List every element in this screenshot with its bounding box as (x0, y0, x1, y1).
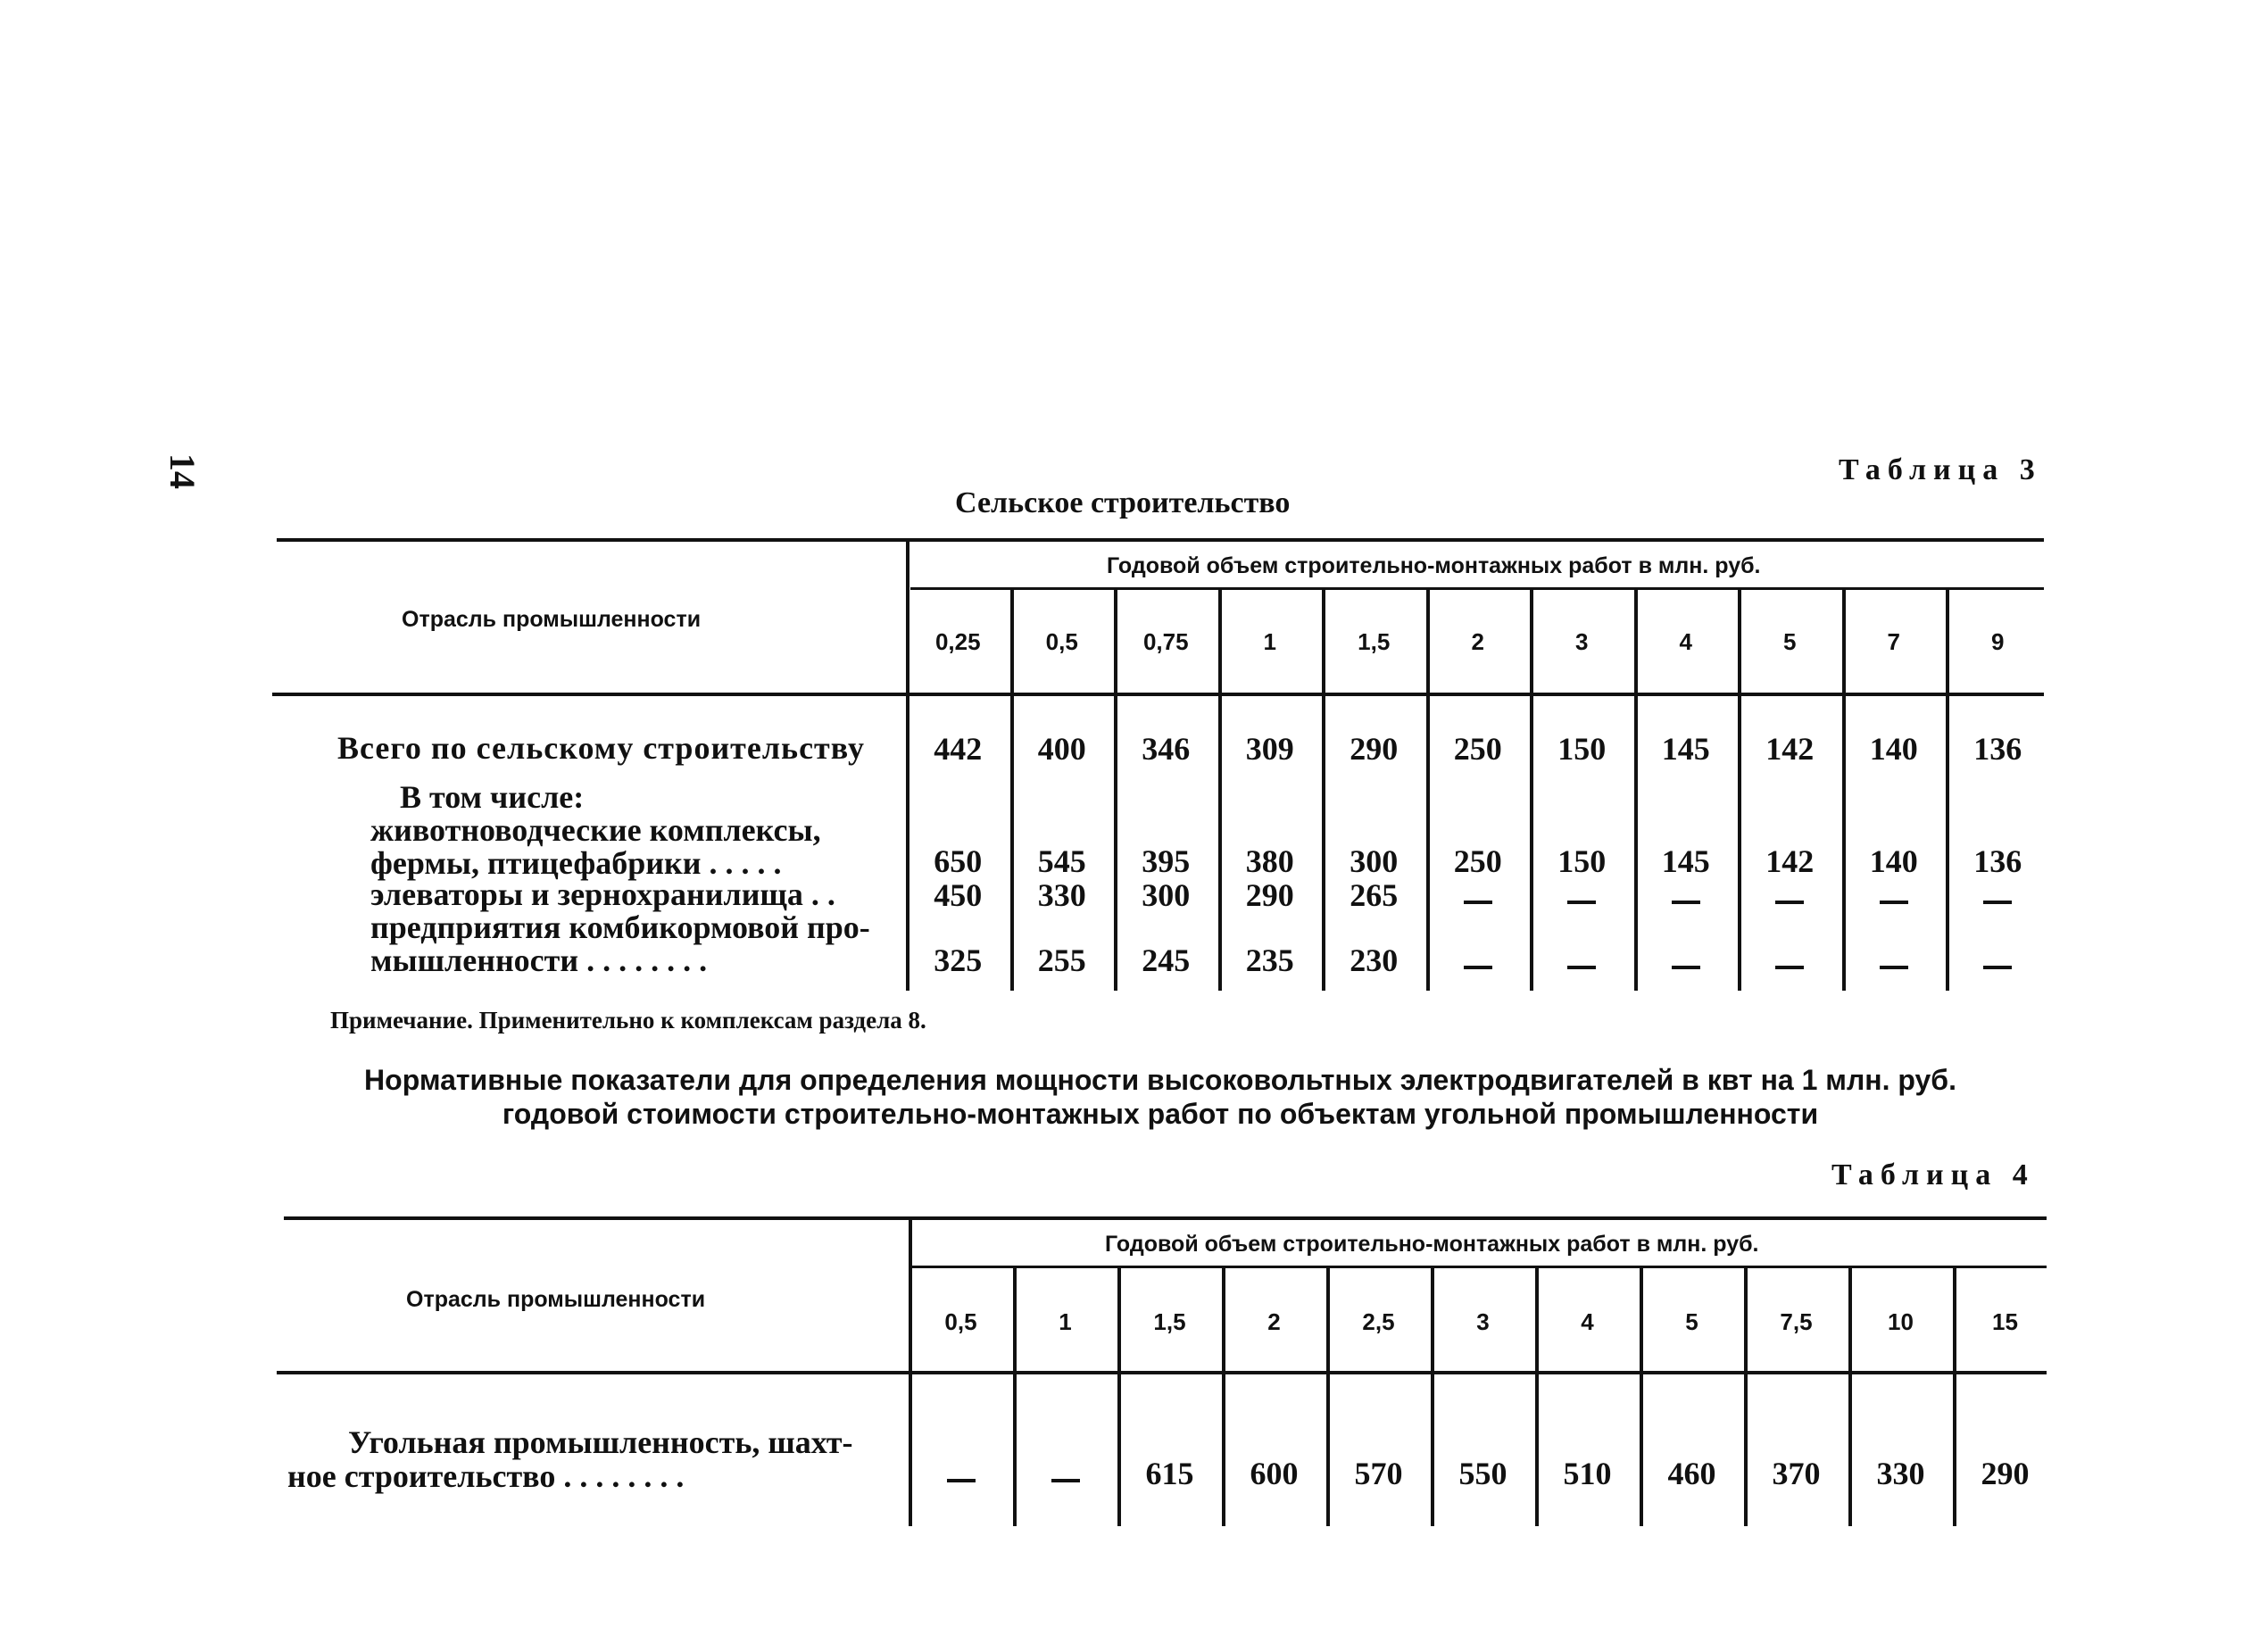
table3-row-intro: В том числе: (400, 779, 585, 815)
table3-title: Сельское строительство (955, 486, 1291, 519)
table4-col-header: 5 (1685, 1308, 1698, 1335)
table3-cell: 395 (1142, 843, 1191, 879)
table3-cell (1738, 880, 1842, 917)
table3-cell: 290 (1350, 731, 1399, 767)
table3-note: Примечание. Применительно к комплексам раздела 8. (330, 1007, 926, 1034)
table4-cell: 370 (1772, 1456, 1821, 1491)
table3-cell: 150 (1557, 731, 1607, 767)
table3-cell (1634, 945, 1739, 983)
table4-cell: 330 (1876, 1456, 1925, 1491)
table3-cell: 309 (1245, 731, 1294, 767)
table3-group-rule (910, 587, 2044, 590)
table3-cell: 325 (934, 942, 983, 978)
table3-header-rule (272, 693, 2044, 696)
table3-col-header: 1,5 (1358, 628, 1391, 655)
table3-dash (1775, 966, 1804, 969)
table3-dash (1775, 901, 1804, 904)
table3-dash (1672, 966, 1700, 969)
table4-dash (947, 1479, 976, 1482)
table4-col-header: 2,5 (1362, 1308, 1395, 1335)
table3-cell: 250 (1453, 843, 1502, 879)
table4-cell: 550 (1458, 1456, 1507, 1491)
table3-row-header: Отрасль промышленности (402, 607, 702, 632)
table4-group-header: Годовой объем строительно-монтажных работ в млн. руб. (1105, 1232, 1759, 1257)
table3-cell: 140 (1869, 843, 1918, 879)
table3-cell: 140 (1869, 731, 1918, 767)
table4-cell (909, 1458, 1013, 1496)
table4-group-rule (910, 1266, 2047, 1268)
table3-col-header: 0,25 (934, 628, 981, 655)
table3-col-header: 0,5 (1045, 628, 1078, 655)
table4-row-header: Отрасль промышленности (406, 1287, 706, 1312)
table3-row-feed-line2: мышленности . . . . . . . . (370, 942, 708, 978)
table4-cell: 290 (1981, 1456, 2030, 1491)
table3-dash (1880, 901, 1908, 904)
table3-cell: 300 (1350, 843, 1399, 879)
table3-col-header: 9 (1991, 628, 2005, 655)
table3-cell: 300 (1142, 877, 1191, 913)
table4-col-header: 7,5 (1780, 1308, 1813, 1335)
table3-cell: 400 (1037, 731, 1086, 767)
table4-label: Таблица 4 (1831, 1158, 2035, 1191)
table3-col-header: 5 (1783, 628, 1797, 655)
table3-top-rule (277, 538, 2044, 542)
table3-dash (1983, 966, 2012, 969)
table4-cell: 460 (1667, 1456, 1716, 1491)
table4-row-coal-line1: Угольная промышленность, шахт- (348, 1424, 853, 1460)
table3-cell: 346 (1142, 731, 1191, 767)
table3-cell: 136 (1973, 731, 2022, 767)
table3-cell (1842, 880, 1947, 917)
table4-col-header: 2 (1267, 1308, 1281, 1335)
table3-cell (1426, 945, 1531, 983)
heading2-line1: Нормативные показатели для определения мощности высоковольтных электродвигателей в квт на 1 млн. руб. (364, 1064, 1956, 1096)
table3-cell: 145 (1661, 843, 1710, 879)
table3-row-livestock-line1: животноводческие комплексы, (370, 812, 821, 848)
table3-cell: 136 (1973, 843, 2022, 879)
table3-col-header: 3 (1575, 628, 1589, 655)
table4-col-header: 1 (1059, 1308, 1072, 1335)
table3-cell (1426, 880, 1531, 917)
table3-label: Таблица 3 (1839, 453, 2042, 486)
table3-cell: 145 (1661, 731, 1710, 767)
table3-cell: 290 (1245, 877, 1294, 913)
heading2-line2: годовой стоимости строительно-монтажных работ по объектам угольной промышленности (502, 1098, 1819, 1130)
table4-cell: 600 (1250, 1456, 1299, 1491)
table3-cell (1634, 880, 1739, 917)
table4-col-header: 4 (1581, 1308, 1594, 1335)
table3-col-header: 0,75 (1142, 628, 1189, 655)
table3-dash (1880, 966, 1908, 969)
table3-cell (1530, 945, 1634, 983)
table3-cell: 245 (1142, 942, 1191, 978)
table3-row-elevators-label: элеваторы и зернохранилища . . (370, 876, 835, 912)
table4-col-header: 1,5 (1153, 1308, 1186, 1335)
table4-cell: 615 (1145, 1456, 1194, 1491)
table3-cell (1946, 945, 2050, 983)
table4-col-header: 15 (1992, 1308, 2018, 1335)
table3-cell: 442 (934, 731, 983, 767)
table4-dash (1051, 1479, 1080, 1482)
table3-cell: 650 (934, 843, 983, 879)
table3-cell (1842, 945, 1947, 983)
table3-cell (1946, 880, 2050, 917)
table3-row-feed-line1: предприятия комбикормовой про- (370, 909, 870, 945)
table4-col-header: 0,5 (944, 1308, 977, 1335)
table3-col-header: 2 (1471, 628, 1484, 655)
table3-cell: 150 (1557, 843, 1607, 879)
table4-cell: 570 (1354, 1456, 1403, 1491)
table3-cell: 380 (1245, 843, 1294, 879)
table3-cell: 450 (934, 877, 983, 913)
table3-cell: 265 (1350, 877, 1399, 913)
table3-cell: 545 (1037, 843, 1086, 879)
table3-row-livestock-line2: фермы, птицефабрики . . . . . (370, 845, 782, 881)
table4-header-rule (277, 1371, 2047, 1374)
page-number: 14 (162, 453, 203, 489)
table3-cell: 250 (1453, 731, 1502, 767)
table3-cell: 255 (1037, 942, 1086, 978)
table4-col-header: 3 (1476, 1308, 1490, 1335)
table3-cell: 142 (1765, 843, 1815, 879)
table3-dash (1567, 966, 1596, 969)
table3-cell: 235 (1245, 942, 1294, 978)
table3-cell (1530, 880, 1634, 917)
table4-cell (1013, 1458, 1117, 1496)
table3-row-total-label: Всего по сельскому строительству (337, 730, 865, 766)
table3-dash (1983, 901, 2012, 904)
table4-top-rule (284, 1216, 2047, 1220)
table3-cell (1738, 945, 1842, 983)
table3-dash (1464, 966, 1492, 969)
table4-cell: 510 (1563, 1456, 1612, 1491)
table3-dash (1464, 901, 1492, 904)
table4-row-coal-line2: ное строительство . . . . . . . . (287, 1458, 685, 1494)
table3-cell: 330 (1037, 877, 1086, 913)
table3-dash (1672, 901, 1700, 904)
table3-dash (1567, 901, 1596, 904)
table3-col-header: 1 (1263, 628, 1276, 655)
table3-cell: 142 (1765, 731, 1815, 767)
table4-col-header: 10 (1888, 1308, 1914, 1335)
table3-cell: 230 (1350, 942, 1399, 978)
table3-group-header: Годовой объем строительно-монтажных работ в млн. руб. (1107, 553, 1761, 578)
table3-col-header: 7 (1887, 628, 1900, 655)
table3-col-header: 4 (1679, 628, 1692, 655)
